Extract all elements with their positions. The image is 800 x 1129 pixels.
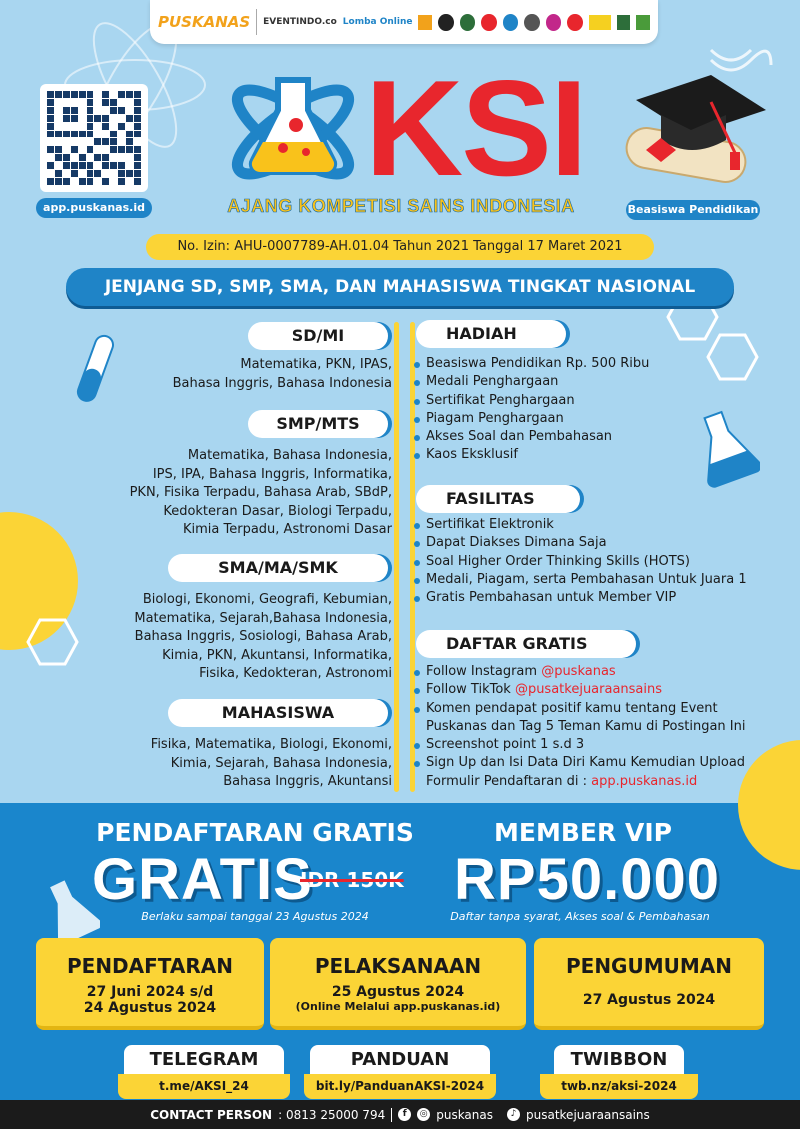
tiktok-icon: ♪ (507, 1108, 520, 1121)
qr-module (118, 178, 125, 185)
qr-module (134, 178, 141, 185)
qr-module (71, 91, 78, 98)
list-item: Gratis Pembahasan untuk Member VIP (412, 589, 792, 607)
qr-module (87, 154, 94, 161)
qr-module (134, 131, 141, 138)
daftar-gratis-title: DAFTAR GRATIS (416, 630, 636, 658)
qr-module (63, 91, 70, 98)
subject-line: Matematika, Bahasa Indonesia, (187, 448, 392, 463)
subject-line: Bahasa Inggris, Sosiologi, Bahasa Arab, (134, 629, 392, 644)
qr-module (55, 115, 62, 122)
qr-module (55, 138, 62, 145)
qr-module (134, 146, 141, 153)
list-item: Screenshot point 1 s.d 3 (412, 736, 796, 754)
qr-module (94, 99, 101, 106)
sponsor-logo-2 (438, 14, 454, 31)
list-item (412, 681, 796, 699)
qr-module (102, 146, 109, 153)
qr-module (71, 115, 78, 122)
pelaksanaan-date: 25 Agustus 2024 (331, 984, 465, 1000)
qr-module (126, 131, 133, 138)
qr-module (118, 131, 125, 138)
qr-module (134, 99, 141, 106)
qr-module (87, 91, 94, 98)
qr-module (79, 154, 86, 161)
subject-line: Fisika, Kedokteran, Astronomi (199, 666, 392, 681)
qr-module (126, 154, 133, 161)
qr-module (87, 138, 94, 145)
contact-phone[interactable]: : 0813 25000 794 (278, 1107, 386, 1122)
qr-module (71, 154, 78, 161)
qr-module (71, 138, 78, 145)
qr-module (102, 154, 109, 161)
qr-module (63, 178, 70, 185)
qr-module (55, 178, 62, 185)
text: Puskanas dan Tag 5 Teman Kamu di Postingan Ini (426, 718, 746, 734)
qr-module (63, 115, 70, 122)
level-sd-subjects (100, 356, 392, 393)
text: Follow Instagram (426, 664, 542, 679)
ksi-flask-atom-logo-icon (218, 70, 368, 190)
qr-module (102, 162, 109, 169)
level-sma-subjects (100, 591, 392, 684)
subject-line: Kimia Terpadu, Astronomi Dasar (183, 522, 392, 537)
contact-social-puskanas[interactable]: puskanas (436, 1107, 493, 1122)
qr-module (55, 107, 62, 114)
qr-module (102, 107, 109, 114)
qr-module (63, 146, 70, 153)
qr-module (87, 178, 94, 185)
contact-label: CONTACT PERSON (150, 1107, 273, 1122)
qr-module (134, 170, 141, 177)
daftar-list (412, 663, 796, 791)
tiktok-link[interactable]: @pusatkejuaraansains (514, 682, 663, 698)
qr-module (94, 178, 101, 185)
fasilitas-list (412, 516, 792, 607)
qr-module (126, 123, 133, 130)
qr-module (87, 115, 94, 122)
subject-line: Bahasa Inggris, Akuntansi (223, 774, 392, 789)
sponsor-logo-1 (418, 15, 432, 30)
qr-module (110, 154, 117, 161)
qr-module (94, 154, 101, 161)
qr-module (110, 115, 117, 122)
lomba-online-logo: Lomba Online (342, 17, 413, 27)
qr-module (102, 123, 109, 130)
qr-module (55, 146, 62, 153)
sponsor-logo-3 (460, 14, 476, 31)
qr-module (71, 107, 78, 114)
qr-module (94, 91, 101, 98)
list-item: Sertifikat Penghargaan (412, 392, 792, 410)
qr-module (79, 123, 86, 130)
qr-module (47, 91, 54, 98)
eventindo-logo: EVENTINDO.co (263, 17, 337, 27)
qr-code[interactable] (40, 84, 148, 192)
qr-module (102, 178, 109, 185)
qr-module (110, 99, 117, 106)
qr-module (126, 99, 133, 106)
old-price: IDR 150K (300, 868, 404, 892)
list-item (412, 700, 796, 737)
list-item: Medali, Piagam, serta Pembahasan Untuk Juara 1 (412, 571, 792, 589)
qr-module (63, 138, 70, 145)
list-item: Beasiswa Pendidikan Rp. 500 Ribu (412, 355, 792, 373)
sponsor-logo-8 (567, 14, 583, 31)
qr-module (94, 123, 101, 130)
pendaftaran-box (36, 938, 264, 1030)
qr-module (47, 99, 54, 106)
qr-module (126, 91, 133, 98)
qr-module (110, 178, 117, 185)
pendaftaran-gratis-heading: PENDAFTARAN GRATIS (96, 818, 414, 847)
qr-module (71, 178, 78, 185)
qr-module (87, 131, 94, 138)
qr-module (102, 91, 109, 98)
qr-module (126, 178, 133, 185)
qr-module (71, 162, 78, 169)
text: Follow TikTok (426, 682, 515, 698)
qr-module (134, 107, 141, 114)
list-item: Soal Higher Order Thinking Skills (HOTS) (412, 553, 792, 571)
qr-module (47, 115, 54, 122)
qr-module (63, 131, 70, 138)
qr-module (110, 131, 117, 138)
qr-module (110, 91, 117, 98)
qr-module (47, 162, 54, 169)
member-vip-note: Daftar tanpa syarat, Akses soal & Pembahasan (450, 910, 710, 923)
subject-line: Fisika, Matematika, Biologi, Ekonomi, (150, 737, 392, 752)
twibbon-link[interactable]: twb.nz/aksi-2024 (540, 1074, 698, 1099)
qr-module (134, 123, 141, 130)
qr-module (102, 170, 109, 177)
qr-module (118, 162, 125, 169)
contact-social-pusatkejuaraan[interactable]: pusatkejuaraansains (526, 1107, 650, 1122)
level-sma-title: SMA/MA/SMK (168, 554, 388, 582)
qr-module (110, 162, 117, 169)
hadiah-title: HADIAH (416, 320, 566, 348)
subject-line: IPS, IPA, Bahasa Inggris, Informatika, (152, 466, 392, 482)
pelaksanaan-title: PELAKSANAAN (314, 954, 482, 978)
qr-url-label[interactable]: app.puskanas.id (36, 198, 152, 218)
text: Formulir Pendaftaran di : (426, 773, 592, 789)
sponsor-logo-6 (524, 14, 540, 31)
ksi-title: KSI (365, 52, 586, 204)
qr-module (118, 138, 125, 145)
pelaksanaan-note: (Online Melalui app.puskanas.id) (295, 1000, 501, 1013)
qr-module (94, 131, 101, 138)
pendaftaran-date-1: 27 Juni 2024 s/d (86, 984, 214, 1000)
qr-module (110, 138, 117, 145)
qr-module (94, 146, 101, 153)
jenjang-banner: JENJANG SD, SMP, SMA, DAN MAHASISWA TINGKAT NASIONAL (66, 268, 734, 306)
list-item (412, 754, 796, 791)
list-item: Dapat Diakses Dimana Saja (412, 534, 792, 552)
qr-module (71, 131, 78, 138)
qr-module (47, 131, 54, 138)
level-smp-title: SMP/MTS (248, 410, 388, 438)
left-divider (394, 322, 399, 792)
qr-module (63, 123, 70, 130)
sponsor-bar (150, 0, 658, 44)
qr-module (126, 162, 133, 169)
qr-module (118, 170, 125, 177)
telegram-link[interactable]: t.me/AKSI_24 (118, 1074, 290, 1099)
graduation-cap-diploma-icon (616, 40, 776, 205)
gratis-big-text: GRATIS (92, 847, 313, 912)
qr-module (79, 170, 86, 177)
qr-module (126, 115, 133, 122)
qr-module (118, 146, 125, 153)
qr-module (126, 170, 133, 177)
qr-module (79, 138, 86, 145)
qr-module (63, 107, 70, 114)
qr-module (134, 115, 141, 122)
beasiswa-label: Beasiswa Pendidikan (626, 200, 760, 220)
level-mhs-title: MAHASISWA (168, 699, 388, 727)
qr-module (47, 123, 54, 130)
subject-line: PKN, Fisika Terpadu, Bahasa Arab, SBdP, (129, 485, 392, 500)
qr-module (134, 154, 141, 161)
qr-module (71, 123, 78, 130)
ksi-subtitle: AJANG KOMPETISI SAINS INDONESIA (227, 196, 575, 216)
qr-module (79, 99, 86, 106)
flask-bottom-icon (40, 876, 100, 946)
qr-module (102, 138, 109, 145)
pendaftaran-title: PENDAFTARAN (67, 954, 233, 978)
member-vip-price: RP50.000 (454, 847, 720, 912)
sponsor-logo-10 (617, 15, 631, 30)
subject-line: Bahasa Inggris, Bahasa Indonesia (172, 375, 392, 391)
registration-link[interactable]: app.puskanas.id (591, 773, 698, 789)
qr-module (47, 107, 54, 114)
qr-module (102, 99, 109, 106)
qr-module (110, 123, 117, 130)
list-item: Piagam Penghargaan (412, 410, 792, 428)
qr-module (102, 115, 109, 122)
text: Komen pendapat positif kamu tentang Event (426, 700, 718, 716)
qr-module (87, 99, 94, 106)
subject-line: Kedokteran Dasar, Biologi Terpadu, (163, 503, 392, 519)
qr-module (63, 99, 70, 106)
list-item: Akses Soal dan Pembahasan (412, 428, 792, 446)
instagram-link[interactable]: @puskanas (541, 664, 616, 679)
qr-module (126, 107, 133, 114)
qr-pattern (47, 91, 141, 185)
sponsor-logo-11 (636, 15, 650, 30)
subject-line: Matematika, Sejarah,Bahasa Indonesia, (134, 610, 392, 626)
level-sd-title: SD/MI (248, 322, 388, 350)
instagram-icon: ◎ (417, 1108, 430, 1121)
list-item: Sertifikat Elektronik (412, 516, 792, 534)
qr-module (126, 146, 133, 153)
list-item: Kaos Eksklusif (412, 446, 792, 464)
qr-module (79, 178, 86, 185)
qr-module (79, 131, 86, 138)
qr-module (71, 146, 78, 153)
qr-module (134, 162, 141, 169)
sponsor-logo-5 (503, 14, 519, 31)
qr-module (47, 138, 54, 145)
license-number: No. Izin: AHU-0007789-AH.01.04 Tahun 2021 Tanggal 17 Maret 2021 (146, 234, 654, 260)
qr-module (94, 138, 101, 145)
qr-module (79, 146, 86, 153)
list-item (412, 663, 796, 681)
qr-module (55, 123, 62, 130)
qr-module (94, 115, 101, 122)
qr-module (79, 91, 86, 98)
qr-module (118, 123, 125, 130)
fasilitas-title: FASILITAS (416, 485, 580, 513)
qr-module (110, 107, 117, 114)
qr-module (94, 107, 101, 114)
subject-line: Kimia, PKN, Akuntansi, Informatika, (162, 647, 392, 663)
qr-module (47, 146, 54, 153)
qr-module (47, 178, 54, 185)
qr-module (87, 123, 94, 130)
facebook-icon: f (398, 1108, 411, 1121)
qr-module (110, 146, 117, 153)
qr-module (102, 131, 109, 138)
pendaftaran-note: Berlaku sampai tanggal 23 Agustus 2024 (141, 910, 369, 923)
qr-module (47, 170, 54, 177)
text: Sign Up dan Isi Data Diri Kamu Kemudian Upload (426, 755, 746, 771)
qr-module (55, 131, 62, 138)
qr-module (55, 99, 62, 106)
panduan-title: PANDUAN (310, 1045, 490, 1075)
qr-module (63, 154, 70, 161)
sponsor-logo-4 (481, 14, 497, 31)
qr-module (94, 162, 101, 169)
qr-module (87, 170, 94, 177)
qr-module (47, 154, 54, 161)
qr-module (55, 162, 62, 169)
contact-bar (0, 1100, 800, 1129)
qr-module (118, 115, 125, 122)
panduan-link[interactable]: bit.ly/PanduanAKSI-2024 (304, 1074, 496, 1099)
qr-module (79, 107, 86, 114)
subject-line: Kimia, Sejarah, Bahasa Indonesia, (170, 755, 392, 771)
qr-module (63, 170, 70, 177)
qr-module (118, 107, 125, 114)
qr-module (55, 154, 62, 161)
subject-line: Biologi, Ekonomi, Geografi, Kebumian, (142, 592, 392, 607)
qr-module (71, 170, 78, 177)
qr-module (118, 91, 125, 98)
qr-module (126, 138, 133, 145)
qr-module (134, 91, 141, 98)
qr-module (55, 91, 62, 98)
qr-module (118, 99, 125, 106)
puskanas-logo: PUSKANAS (158, 13, 251, 31)
twibbon-title: TWIBBON (554, 1045, 684, 1075)
qr-module (94, 170, 101, 177)
level-mhs-subjects (100, 736, 392, 792)
qr-module (79, 115, 86, 122)
hexagon-decoration-left-icon (20, 610, 110, 690)
subject-line: Matematika, PKN, IPAS, (240, 357, 392, 372)
member-vip-heading: MEMBER VIP (494, 818, 672, 847)
qr-module (87, 146, 94, 153)
qr-module (87, 107, 94, 114)
qr-module (87, 162, 94, 169)
qr-module (110, 170, 117, 177)
pendaftaran-date-2: 24 Agustus 2024 (83, 1000, 217, 1016)
sponsor-logo-7 (546, 14, 562, 31)
qr-module (79, 162, 86, 169)
telegram-title: TELEGRAM (124, 1045, 284, 1075)
pengumuman-box (534, 938, 764, 1030)
pengumuman-date: 27 Agustus 2024 (582, 992, 716, 1008)
qr-module (55, 170, 62, 177)
pengumuman-title: PENGUMUMAN (566, 954, 732, 978)
hadiah-list (412, 355, 792, 465)
qr-module (71, 99, 78, 106)
sponsor-logo-9 (589, 15, 611, 30)
qr-module (134, 138, 141, 145)
qr-module (63, 162, 70, 169)
level-smp-subjects (100, 447, 392, 540)
pelaksanaan-box (270, 938, 526, 1030)
list-item: Medali Penghargaan (412, 373, 792, 391)
qr-module (118, 154, 125, 161)
